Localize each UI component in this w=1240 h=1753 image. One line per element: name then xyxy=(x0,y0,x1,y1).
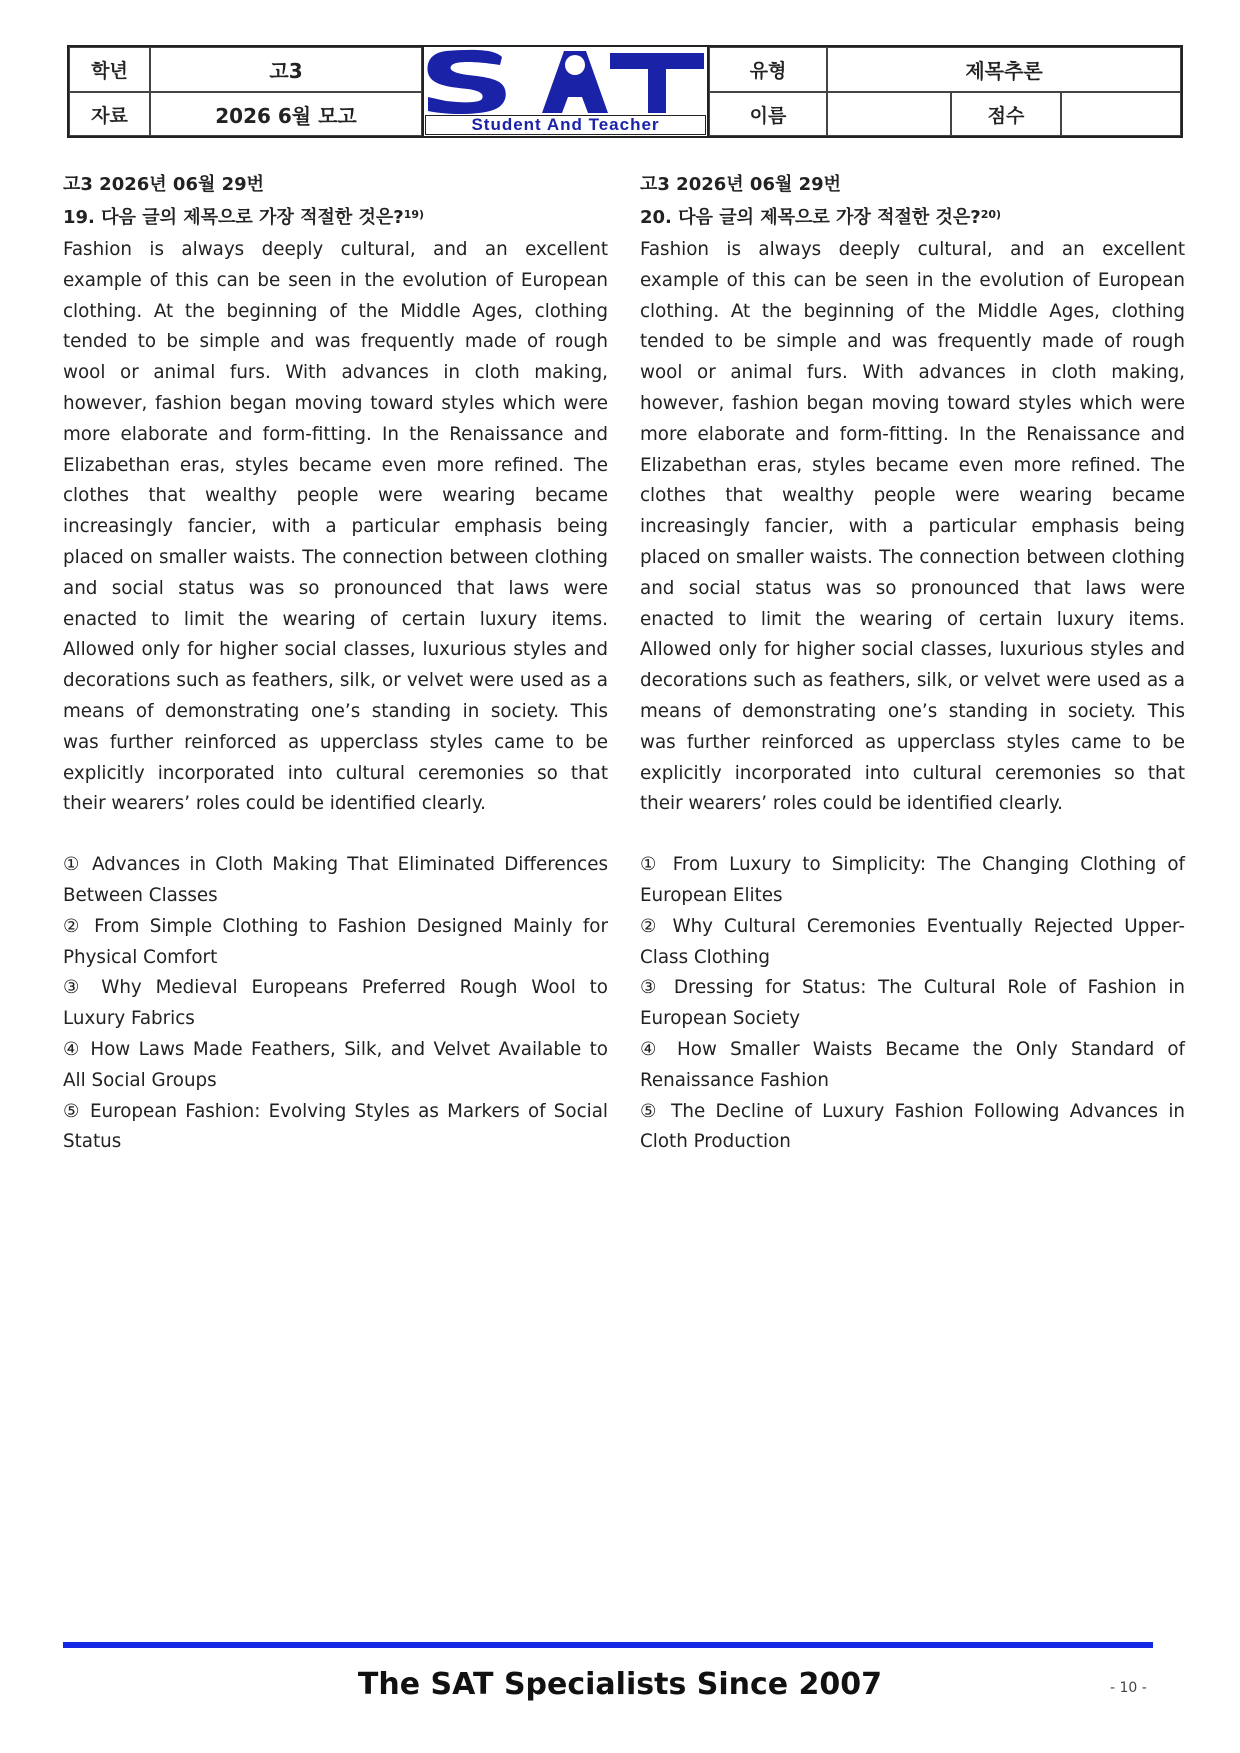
name-field[interactable] xyxy=(827,92,951,136)
question-meta: 고3 2026년 06월 29번 xyxy=(640,174,842,195)
score-label: 점수 xyxy=(951,92,1061,136)
option-4[interactable]: ④ How Laws Made Feathers, Silk, and Velvet Available to All Social Groups xyxy=(63,1038,608,1091)
answer-options xyxy=(63,850,608,1158)
type-value: 제목추론 xyxy=(827,47,1181,92)
type-label: 유형 xyxy=(709,47,827,92)
passage-text: Fashion is always deeply cultural, and an excellent example of this can be seen in the evolution of European clothing. At the beginning of the Middle Ages, clothing tended to be simple and was frequently made of rough wool or animal furs. With advances in cloth making, however, fashion began moving toward styles which were more elaborate and form-fitting. In the Renaissance and Elizabethan eras, styles became even more refined. The clothes that wealthy people were wearing became increasingly fancier, with a particular emphasis being placed on smaller waists. The connection between clothing and social status was so pronounced that laws were enacted to limit the wearing of certain luxury items. Allowed only for higher social classes, luxurious styles and decorations such as feathers, silk, or velvet were used as a means of demonstrating one’s standing in society. This was further reinforced as upperclass styles came to be explicitly incorporated into cultural ceremonies so that their wearers’ roles could be identified clearly. xyxy=(63,239,608,815)
option-5[interactable]: ⑤ European Fashion: Evolving Styles as Markers of Social Status xyxy=(63,1100,608,1153)
grade-label: 학년 xyxy=(69,47,150,92)
question-title: 19. 다음 글의 제목으로 가장 적절한 것은?$^{19)}$ xyxy=(63,207,425,228)
source-value: 2026 6월 모고 xyxy=(150,92,422,136)
sat-logo-letters xyxy=(424,47,707,117)
sat-logo xyxy=(422,47,709,136)
option-1[interactable]: ① Advances in Cloth Making That Eliminated Differences Between Classes xyxy=(63,854,608,906)
question-title: 20. 다음 글의 제목으로 가장 적절한 것은?$^{20)}$ xyxy=(640,207,1002,228)
answer-options xyxy=(640,850,1185,1158)
grade-value: 고3 xyxy=(150,47,422,92)
question-19 xyxy=(63,170,608,1158)
logo-text: Student And Teacher xyxy=(425,115,706,135)
footnote-ref: 19) xyxy=(403,208,425,221)
page-number: - 10 - xyxy=(1110,1680,1147,1696)
option-3[interactable]: ③ Why Medieval Europeans Preferred Rough Wool to Luxury Fabrics xyxy=(63,977,608,1030)
name-label: 이름 xyxy=(709,92,827,136)
option-3[interactable]: ③ Dressing for Status: The Cultural Role of Fashion in European Society xyxy=(640,977,1185,1030)
option-1[interactable]: ① From Luxury to Simplicity: The Changing Clothing of European Elites xyxy=(640,854,1185,906)
footer-title: The SAT Specialists Since 2007 xyxy=(357,1667,883,1702)
score-field[interactable] xyxy=(1061,92,1181,136)
footer-rule xyxy=(63,1642,1153,1648)
header-table xyxy=(67,45,1183,138)
passage-text: Fashion is always deeply cultural, and an excellent example of this can be seen in the evolution of European clothing. At the beginning of the Middle Ages, clothing tended to be simple and was frequently made of rough wool or animal furs. With advances in cloth making, however, fashion began moving toward styles which were more elaborate and form-fitting. In the Renaissance and Elizabethan eras, styles became even more refined. The clothes that wealthy people were wearing became increasingly fancier, with a particular emphasis being placed on smaller waists. The connection between clothing and social status was so pronounced that laws were enacted to limit the wearing of certain luxury items. Allowed only for higher social classes, luxurious styles and decorations such as feathers, silk, or velvet were used as a means of demonstrating one’s standing in society. This was further reinforced as upperclass styles came to be explicitly incorporated into cultural ceremonies so that their wearers’ roles could be identified clearly. xyxy=(640,239,1185,815)
option-4[interactable]: ④ How Smaller Waists Became the Only Standard of Renaissance Fashion xyxy=(640,1038,1185,1091)
source-label: 자료 xyxy=(69,92,150,136)
question-meta: 고3 2026년 06월 29번 xyxy=(63,174,265,195)
option-5[interactable]: ⑤ The Decline of Luxury Fashion Following Advances in Cloth Production xyxy=(640,1100,1185,1153)
footnote-ref: 20) xyxy=(980,208,1002,221)
option-2[interactable]: ② From Simple Clothing to Fashion Designed Mainly for Physical Comfort xyxy=(63,915,608,968)
question-20 xyxy=(640,170,1185,1158)
option-2[interactable]: ② Why Cultural Ceremonies Eventually Rejected Upper-Class Clothing xyxy=(640,915,1185,968)
